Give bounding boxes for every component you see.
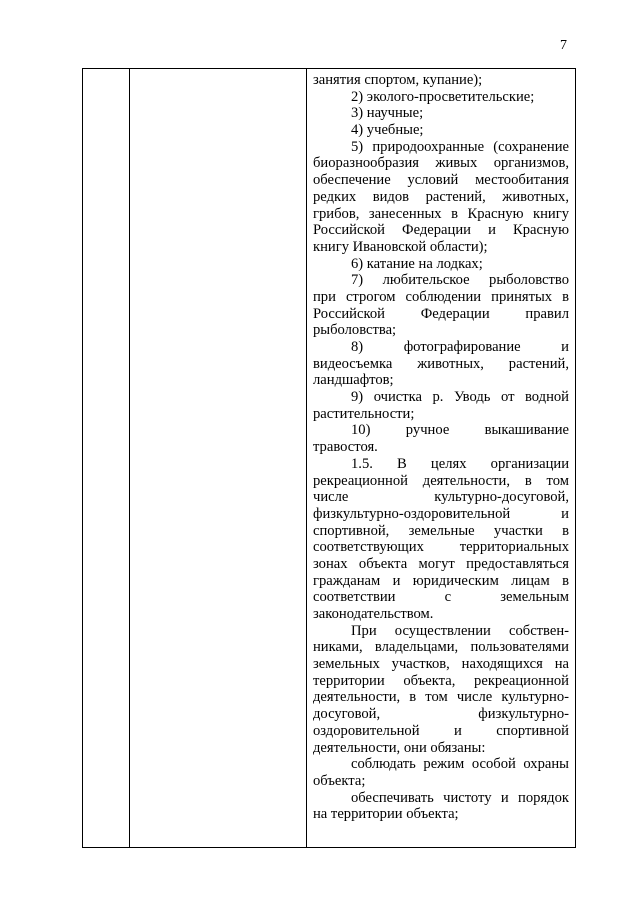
text-line: деятельности, в том числе культурно- (313, 689, 569, 706)
text-line: обеспечение условий местообитания (313, 172, 569, 189)
text-line: физкультурно-оздоровительной и (313, 505, 569, 522)
text-line: законодательством. (313, 606, 434, 622)
text-line: спортивной, земельные участки в (313, 522, 569, 539)
text-line: рекреационной деятельности, в том (313, 472, 569, 489)
text-line: при строгом соблюдении принятых в (313, 288, 569, 305)
text-line: растительности; (313, 405, 415, 422)
text-line: 1.5. В целях организации (351, 455, 569, 472)
text-line: на территории объекта; (313, 806, 459, 823)
text-line: 10) ручное выкашивание (351, 422, 569, 439)
text-line: соответствующих территориальных (313, 539, 569, 556)
text-line: соответствии с земельным (313, 589, 569, 606)
table-column-number (83, 69, 130, 847)
text-line: соблюдать режим особой охраны (351, 756, 569, 773)
text-line: травостоя. (313, 439, 378, 456)
text-line: никами, владельцами, пользователями (313, 639, 569, 656)
description-text (313, 72, 569, 823)
text-line: земельных участков, находящихся на (313, 656, 569, 673)
text-line: 8) фотографирование и (351, 339, 569, 355)
text-line: При осуществлении собствен- (351, 622, 569, 639)
text-line: видеосъемка животных, растений, (313, 355, 569, 372)
text-line: 7) любительское рыболовство (351, 272, 569, 289)
text-line: 5) природоохранные (сохранение (351, 138, 569, 155)
text-line: обеспечивать чистоту и порядок (351, 789, 569, 806)
text-line: рыболовства; (313, 322, 397, 339)
text-line: грибов, занесенных в Красную книгу (313, 205, 569, 222)
text-line: 3) научные; (351, 105, 424, 122)
table-column-description (307, 69, 575, 847)
text-line: 9) очистка р. Уводь от водной (351, 389, 569, 406)
text-line: книгу Ивановской области); (313, 238, 488, 255)
text-line: Российской Федерации правил (313, 305, 569, 322)
text-line: досуговой, физкультурно- (313, 706, 569, 723)
text-line: 6) катание на лодках; (351, 255, 483, 272)
text-line: Российской Федерации и Красную (313, 222, 569, 239)
text-line: занятия спортом, купание); (313, 72, 483, 88)
text-line: объекта; (313, 772, 366, 789)
text-line: редких видов растений, животных, (313, 188, 569, 205)
text-line: гражданам и юридическим лицам в (313, 572, 569, 589)
text-line: территории объекта, рекреационной (313, 672, 569, 689)
page-number: 7 (560, 38, 567, 53)
text-line: оздоровительной и спортивной (313, 722, 569, 739)
text-line: 4) учебные; (351, 122, 424, 139)
text-line: ландшафтов; (313, 372, 394, 389)
text-line: деятельности, они обязаны: (313, 739, 486, 756)
table-column-name (130, 69, 307, 847)
text-line: биоразнообразия живых организмов, (313, 155, 569, 172)
text-line: числе культурно-досуговой, (313, 489, 569, 506)
document-table (82, 68, 576, 848)
text-line: 2) эколого-просветительские; (351, 88, 535, 105)
text-line: зонах объекта могут предоставляться (313, 555, 569, 572)
